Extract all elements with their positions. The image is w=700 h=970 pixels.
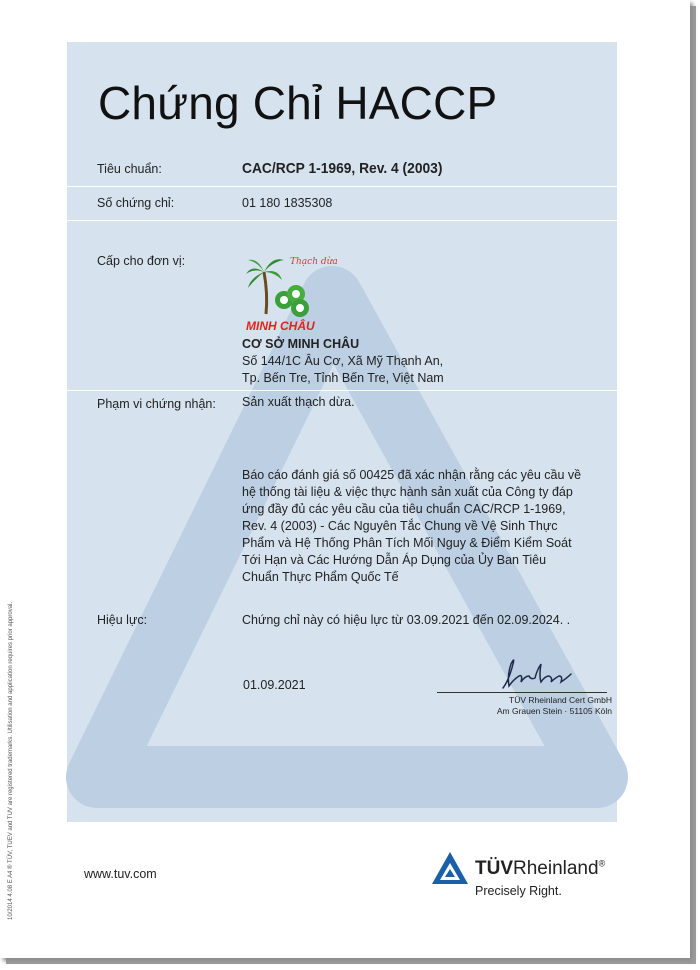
- tuv-triangle-icon: [430, 850, 470, 886]
- holder-name: CƠ SỞ MINH CHÂU: [242, 337, 360, 351]
- standard-label: Tiêu chuẩn:: [97, 162, 162, 176]
- logo-text-main: MINH CHÂU: [246, 319, 315, 333]
- certificate-number-value: 01 180 1835308: [242, 196, 333, 210]
- divider: [67, 390, 617, 391]
- brand-name: TÜVRheinland®: [475, 858, 606, 879]
- holder-block: [242, 336, 444, 387]
- divider: [67, 186, 617, 187]
- issuer-name: TÜV Rheinland Cert GmbH: [509, 695, 612, 705]
- holder-label: Cấp cho đơn vị:: [97, 254, 186, 268]
- issue-date: 01.09.2021: [243, 678, 306, 692]
- website-link[interactable]: www.tuv.com: [84, 867, 157, 881]
- validity-value: Chứng chỉ này có hiệu lực từ 03.09.2021 đến 02.09.2024. .: [242, 613, 571, 627]
- page-shadow: [690, 6, 696, 964]
- validity-label: Hiệu lực:: [97, 613, 148, 627]
- holder-address-line: Tp. Bến Tre, Tỉnh Bến Tre, Việt Nam: [242, 371, 444, 385]
- issuer-address: Am Grauen Stein · 51105 Köln: [496, 706, 612, 716]
- audit-paragraph: Báo cáo đánh giá số 00425 đã xác nhận rằng các yêu cầu về hệ thống tài liệu & việc thực hành sản xuất của Công ty đáp ứng đầy đủ các yêu cầu của tiêu chuẩn CAC/RCP 1-1969, Rev. 4 (2003) - Các Nguyên Tắc Chung về Vệ Sinh Thực Phẩm và Hệ Thống Phân Tích Mối Nguy & Điểm Kiểm Soát Tới Hạn và Các Hướng Dẫn Áp Dụng của Ủy Ban Tiêu Chuẩn Thực Phẩm Quốc Tế: [242, 468, 582, 584]
- minh-chau-logo: [244, 254, 338, 334]
- brand-tagline: Precisely Right.: [475, 884, 562, 898]
- trademark-note: 10/2014 4.08 E A4 ® TÜV, TUEV and TUV are registered trademarks. Utilisation and application requires prior approval.: [8, 601, 14, 920]
- logo-text-top: Thạch dừa: [290, 257, 338, 267]
- signature-line: [437, 692, 607, 693]
- page-title: Chứng Chỉ HACCP: [98, 77, 498, 129]
- scope-label: Phạm vi chứng nhận:: [97, 397, 216, 411]
- page-shadow-bottom: [6, 958, 696, 964]
- standard-value: CAC/RCP 1-1969, Rev. 4 (2003): [242, 160, 443, 177]
- certificate-number-label: Số chứng chỉ:: [97, 196, 175, 210]
- holder-address-line: Số 144/1C Âu Cơ, Xã Mỹ Thạnh An,: [242, 354, 444, 368]
- tuv-rheinland-brand: [430, 848, 630, 908]
- issuer-block: [497, 695, 612, 717]
- divider: [67, 220, 617, 221]
- signature-image: [495, 650, 585, 695]
- scope-value: Sản xuất thạch dừa.: [242, 395, 355, 409]
